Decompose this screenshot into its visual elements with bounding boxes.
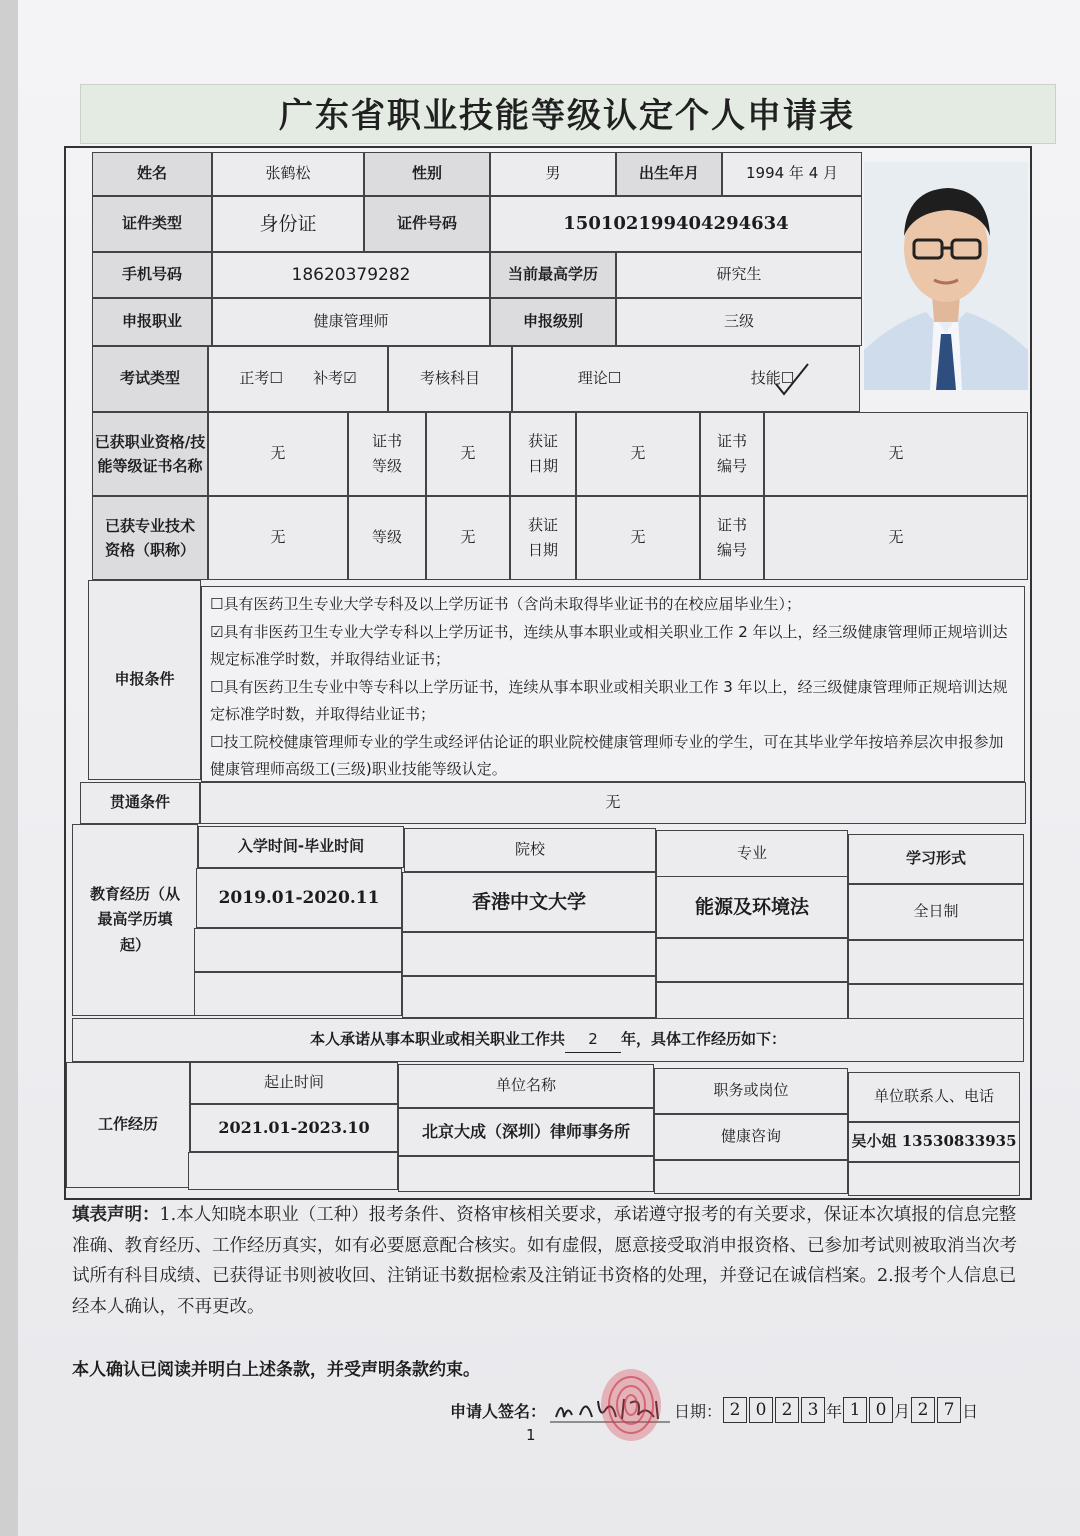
- signature-label: 申请人签名：: [450, 1401, 547, 1421]
- through-value: 无: [200, 782, 1026, 824]
- name-value: 张鹤松: [212, 152, 364, 196]
- exam-regular-option[interactable]: 正考☐: [239, 369, 283, 388]
- work-empty-cell: [398, 1156, 654, 1192]
- exam-type-label: 考试类型: [92, 346, 208, 412]
- day-digit-box[interactable]: 7: [937, 1397, 961, 1423]
- work-row-contact: 吴小姐 13530833935: [848, 1122, 1020, 1162]
- month-digit-box[interactable]: 0: [869, 1397, 893, 1423]
- level-value: 三级: [616, 298, 862, 346]
- id-no-label: 证件号码: [364, 196, 490, 252]
- pledge-years: 2: [565, 1027, 621, 1054]
- year-digit-box[interactable]: 0: [749, 1397, 773, 1423]
- id-type-label: 证件类型: [92, 196, 212, 252]
- cert-level-label: 证书等级: [348, 412, 426, 496]
- edu-value: 研究生: [616, 252, 862, 298]
- edu-empty-cell: [194, 972, 402, 1016]
- declaration-text: [72, 1200, 1022, 1322]
- edu-empty-cell: [402, 932, 656, 976]
- signature-row: [450, 1395, 978, 1425]
- through-label: 贯通条件: [80, 782, 200, 824]
- page-number: 1: [526, 1426, 536, 1444]
- work-header-period: 起止时间: [190, 1062, 398, 1104]
- year-digit-box[interactable]: 2: [775, 1397, 799, 1423]
- cert-no-label: 证书编号: [700, 412, 764, 496]
- prof-title-grade: 无: [426, 496, 510, 580]
- education-label: 教育经历（从最高学历填起）: [72, 824, 198, 1016]
- edu-row-period: 2019.01-2020.11: [196, 868, 402, 928]
- skill-check-mark: [772, 360, 812, 400]
- month-unit: 月: [894, 1401, 911, 1421]
- declaration-heading: 填表声明：: [72, 1205, 160, 1225]
- day-unit: 日: [962, 1401, 979, 1421]
- gender-value: 男: [490, 152, 616, 196]
- pledge-prefix: 本人承诺从事本职业或相关职业工作共: [309, 1030, 565, 1049]
- qual-obtain-date: 无: [576, 412, 700, 496]
- prof-title-name: 无: [208, 496, 348, 580]
- edu-header-school: 院校: [404, 828, 656, 872]
- gender-label: 性别: [364, 152, 490, 196]
- grade-label: 等级: [348, 496, 426, 580]
- edu-header-period: 入学时间-毕业时间: [198, 826, 404, 868]
- edu-row-school: 香港中文大学: [402, 872, 656, 932]
- year-digit-box[interactable]: 2: [723, 1397, 747, 1423]
- year-unit: 年: [826, 1401, 843, 1421]
- id-no-value: 150102199404294634: [490, 196, 862, 252]
- fingerprint-stamp: [596, 1365, 666, 1445]
- work-row-position: 健康咨询: [654, 1114, 848, 1160]
- day-digit-box[interactable]: 2: [911, 1397, 935, 1423]
- phone-value: 18620379282: [212, 252, 490, 298]
- occupation-value: 健康管理师: [212, 298, 490, 346]
- conditions-list: [201, 586, 1025, 782]
- applicant-photo: [864, 162, 1028, 390]
- year-digit-box[interactable]: 3: [801, 1397, 825, 1423]
- pledge-suffix: 年，具体工作经历如下：: [621, 1030, 787, 1049]
- edu-header-major: 专业: [656, 830, 848, 878]
- name-label: 姓名: [92, 152, 212, 196]
- qual-cert-name: 无: [208, 412, 348, 496]
- work-empty-cell: [654, 1160, 848, 1194]
- work-empty-cell: [848, 1162, 1020, 1196]
- exam-type-options: [208, 346, 388, 412]
- work-header-employer: 单位名称: [398, 1064, 654, 1108]
- edu-row-major: 能源及环境法: [656, 876, 848, 938]
- confirm-statement: 本人确认已阅读并明白上述条款，并受声明条款约束。: [72, 1360, 480, 1380]
- declaration-body: 1.本人知晓本职业（工种）报考条件、资格审核相关要求，承诺遵守报考的有关要求，保证本次填报的信息完整准确、教育经历、工作经历真实，如有必要愿意配合核实。如有虚假，愿意接受取消申报资格、已参加考试则被取消当次考试所有科目成绩、已获得证书则被收回、注销证书数据检索及注销证书资格的处理，并登记在诚信档案。2.报考个人信息已经本人确认，不再更改。: [72, 1205, 1017, 1317]
- level-label: 申报级别: [490, 298, 616, 346]
- prof-title-label: 已获专业技术资格（职称）: [92, 496, 208, 580]
- work-label: 工作经历: [66, 1062, 190, 1188]
- edu-empty-cell: [656, 982, 848, 1020]
- condition-item[interactable]: ☑具有非医药卫生专业大学专科以上学历证书，连续从事本职业或相关职业工作 2 年以上，经三级健康管理师正规培训达规定标准学时数，并取得结业证书；: [210, 622, 1008, 668]
- edu-label: 当前最高学历: [490, 252, 616, 298]
- edu-header-mode: 学习形式: [848, 834, 1024, 884]
- edu-empty-cell: [848, 984, 1024, 1020]
- form-title: 广东省职业技能等级认定个人申请表: [279, 96, 855, 136]
- work-header-position: 职务或岗位: [654, 1068, 848, 1114]
- qual-cert-no: 无: [764, 412, 1028, 496]
- exam-makeup-option[interactable]: 补考☑: [313, 369, 357, 388]
- edu-empty-cell: [656, 938, 848, 982]
- occupation-label: 申报职业: [92, 298, 212, 346]
- conditions-label: 申报条件: [88, 580, 201, 780]
- condition-item[interactable]: ☐具有医药卫生专业大学专科及以上学历证书（含尚未取得毕业证书的在校应届毕业生）；: [210, 595, 801, 613]
- subject-theory-option[interactable]: 理论☐: [577, 369, 622, 388]
- edu-empty-cell: [402, 976, 656, 1018]
- id-type-value: 身份证: [212, 196, 364, 252]
- prof-cert-no: 无: [764, 496, 1028, 580]
- work-row-employer: 北京大成（深圳）律师事务所: [398, 1108, 654, 1156]
- cert-no-label-2: 证书编号: [700, 496, 764, 580]
- qual-cert-level: 无: [426, 412, 510, 496]
- prof-obtain-date: 无: [576, 496, 700, 580]
- edu-empty-cell: [848, 940, 1024, 984]
- condition-item[interactable]: ☐具有医药卫生专业中等专科以上学历证书，连续从事本职业或相关职业工作 3 年以上，经三级健康管理师正规培训达规定标准学时数，并取得结业证书；: [210, 677, 1008, 723]
- qual-cert-label: 已获职业资格/技能等级证书名称: [92, 412, 208, 496]
- work-header-contact: 单位联系人、电话: [848, 1072, 1020, 1122]
- obtain-date-label-2: 获证日期: [510, 496, 576, 580]
- work-empty-cell: [188, 1152, 398, 1190]
- birth-label: 出生年月: [616, 152, 722, 196]
- work-pledge: [72, 1018, 1024, 1062]
- birth-value: 1994 年 4 月: [722, 152, 862, 196]
- phone-label: 手机号码: [92, 252, 212, 298]
- obtain-date-label: 获证日期: [510, 412, 576, 496]
- subject-label: 考核科目: [388, 346, 512, 412]
- edu-empty-cell: [194, 928, 402, 972]
- date-label: 日期：: [674, 1401, 723, 1421]
- subject-skill-option[interactable]: 技能☐: [750, 369, 795, 388]
- month-digit-box[interactable]: 1: [843, 1397, 867, 1423]
- condition-item[interactable]: ☐技工院校健康管理师专业的学生或经评估论证的职业院校健康管理师专业的学生，可在其毕业学年按培养层次申报参加健康管理师高级工(三级)职业技能等级认定。: [210, 732, 1004, 778]
- work-row-period: 2021.01-2023.10: [190, 1104, 398, 1152]
- edu-row-mode: 全日制: [848, 884, 1024, 940]
